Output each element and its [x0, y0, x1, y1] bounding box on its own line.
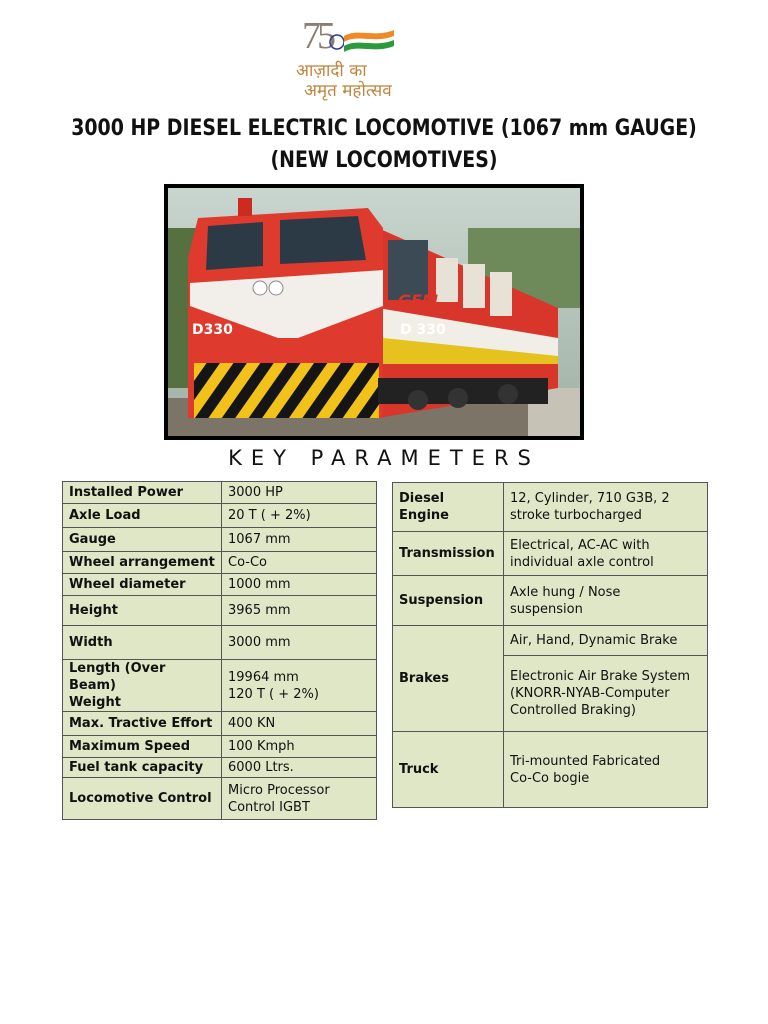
side-number-label: D 330 — [400, 322, 446, 338]
param-key: Fuel tank capacity — [63, 758, 222, 778]
table-row — [63, 504, 377, 528]
param-key: Maximum Speed — [63, 736, 222, 758]
locomotive-illustration — [168, 188, 580, 436]
param-value-line: individual axle control — [510, 554, 654, 570]
param-key: Diesel Engine — [393, 483, 504, 532]
tricolor-flag-icon — [328, 24, 396, 58]
param-value-line: 120 T ( + 2%) — [228, 686, 319, 702]
table-row — [63, 778, 377, 820]
param-key: Gauge — [63, 528, 222, 552]
table-row — [63, 552, 377, 574]
param-value: 3965 mm — [222, 596, 377, 626]
param-value: 100 Kmph — [222, 736, 377, 758]
param-value: 6000 Ltrs. — [222, 758, 377, 778]
param-value — [504, 732, 708, 808]
param-value-line: Tri-mounted Fabricated — [510, 753, 661, 769]
param-value-line: Co-Co bogie — [510, 770, 590, 786]
param-value — [504, 656, 708, 732]
param-key: Wheel diameter — [63, 574, 222, 596]
table-row — [393, 483, 708, 532]
param-value-line: Controlled Braking) — [510, 703, 636, 718]
param-value-line: suspension — [510, 601, 583, 617]
param-value-line: stroke turbocharged — [510, 508, 642, 523]
param-value: 20 T ( + 2%) — [222, 504, 377, 528]
brand-mark: GFM — [398, 291, 438, 310]
key-parameters-right-table — [392, 482, 708, 808]
param-value: Air, Hand, Dynamic Brake — [504, 626, 708, 656]
param-key: Transmission — [393, 532, 504, 576]
param-value-line: Electronic Air Brake System — [510, 669, 691, 684]
key-parameters-heading: KEY PARAMETERS — [228, 446, 540, 470]
azadi-ka-amrit-mahotsav-logo — [292, 14, 422, 100]
param-key: Axle Load — [63, 504, 222, 528]
table-row — [393, 732, 708, 808]
logo-text-line1: आज़ादी का — [296, 61, 367, 81]
param-key: Truck — [393, 732, 504, 808]
table-row — [63, 626, 377, 660]
param-value-line: Micro Processor — [228, 782, 330, 798]
table-row — [63, 596, 377, 626]
table-row — [393, 576, 708, 626]
table-row — [63, 758, 377, 778]
param-value: Co-Co — [222, 552, 377, 574]
param-value-line: 19964 mm — [228, 669, 299, 685]
param-key-line: Weight — [69, 695, 121, 710]
param-key: Max. Tractive Effort — [63, 712, 222, 736]
param-value — [222, 778, 377, 820]
param-value — [222, 660, 377, 712]
table-row — [63, 528, 377, 552]
locomotive-photo — [164, 184, 584, 440]
param-value: 1067 mm — [222, 528, 377, 552]
param-key: Installed Power — [63, 482, 222, 504]
table-row — [63, 712, 377, 736]
document-subtitle: (NEW LOCOMOTIVES) — [270, 148, 498, 173]
param-value: 3000 mm — [222, 626, 377, 660]
table-row — [63, 482, 377, 504]
key-parameters-left-table — [62, 481, 377, 820]
document-title: 3000 HP DIESEL ELECTRIC LOCOMOTIVE (1067 mm GAUGE) — [71, 116, 697, 141]
logo-text-line2: अमृत महोत्सव — [304, 81, 392, 101]
param-value: 400 KN — [222, 712, 377, 736]
table-row — [63, 574, 377, 596]
param-value — [504, 483, 708, 532]
param-value — [504, 532, 708, 576]
table-row — [393, 532, 708, 576]
param-key: Suspension — [393, 576, 504, 626]
table-row — [63, 660, 377, 712]
param-key: Brakes — [393, 626, 504, 732]
front-number-label: D330 — [192, 322, 233, 338]
param-key: Width — [63, 626, 222, 660]
param-value-line: 12, Cylinder, 710 G3B, 2 — [510, 491, 670, 506]
param-value — [504, 576, 708, 626]
param-value: 1000 mm — [222, 574, 377, 596]
param-value-line: Control IGBT — [228, 799, 310, 815]
param-key: Locomotive Control — [63, 778, 222, 820]
logo-number: 75 — [302, 15, 332, 57]
param-key: Wheel arrangement — [63, 552, 222, 574]
param-value-line: Electrical, AC-AC with — [510, 537, 650, 553]
param-key: Height — [63, 596, 222, 626]
param-value: 3000 HP — [222, 482, 377, 504]
param-key-line: Length (Over Beam) — [69, 661, 166, 693]
param-value-line: (KNORR-NYAB-Computer — [510, 686, 670, 701]
table-row — [63, 736, 377, 758]
param-value-line: Axle hung / Nose — [510, 584, 621, 600]
param-key — [63, 660, 222, 712]
table-row — [393, 626, 708, 656]
